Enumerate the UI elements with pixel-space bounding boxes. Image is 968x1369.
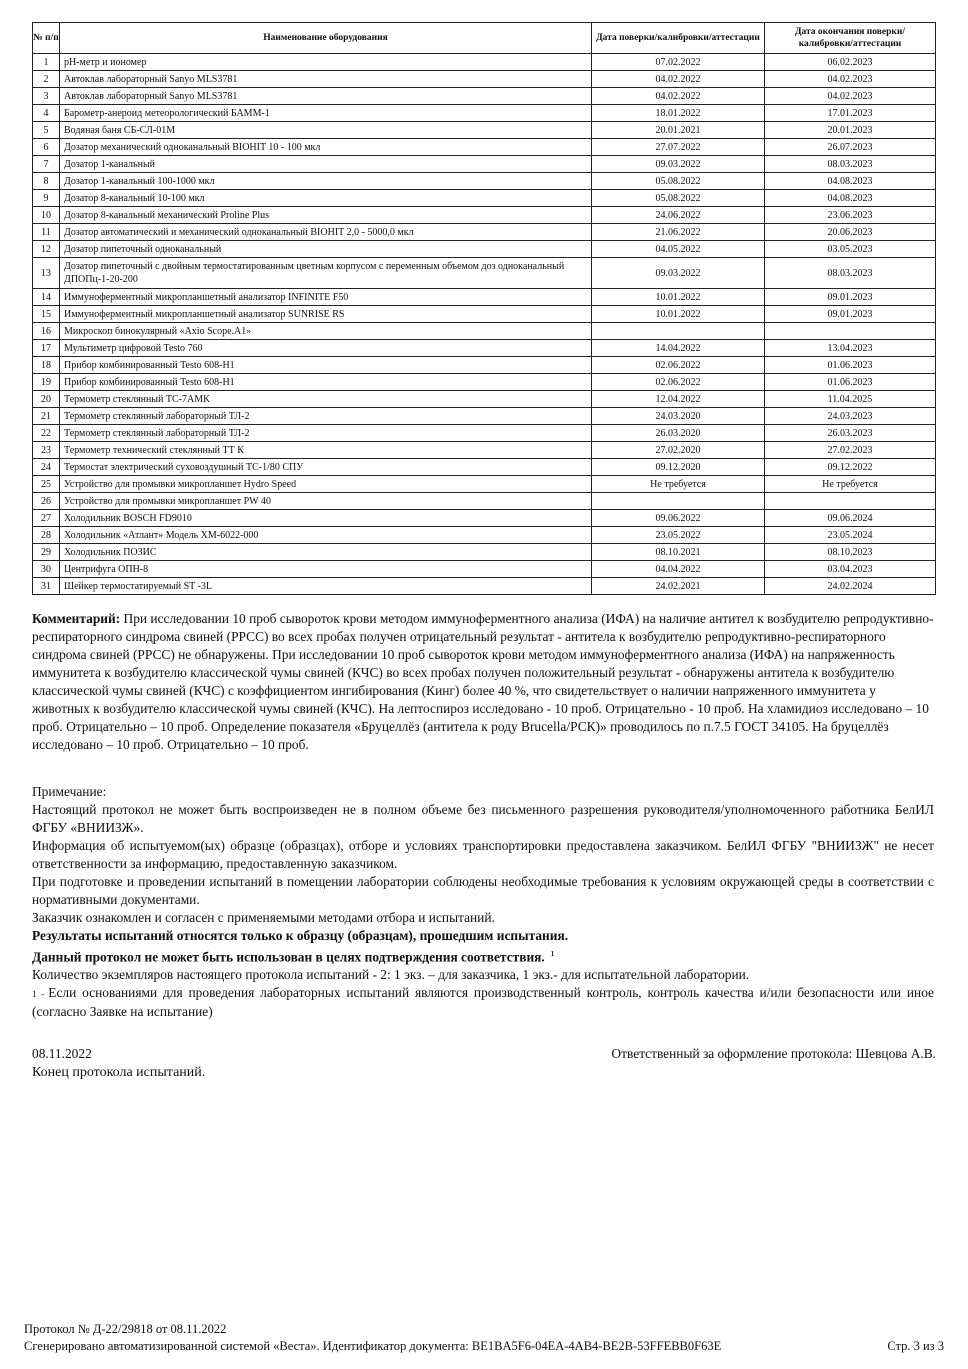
- equipment-table: [32, 22, 936, 595]
- calibration-end-date: 23.06.2023: [765, 207, 936, 224]
- table-row: [33, 323, 936, 340]
- calibration-date: 14.04.2022: [592, 340, 765, 357]
- row-number: 23: [33, 442, 60, 459]
- row-number: 29: [33, 544, 60, 561]
- equipment-name: Прибор комбинированный Testo 608-H1: [60, 374, 592, 391]
- equipment-name: Термометр стеклянный лабораторный ТЛ-2: [60, 425, 592, 442]
- row-number: 3: [33, 88, 60, 105]
- calibration-end-date: 08.03.2023: [765, 258, 936, 289]
- calibration-end-date: 27.02.2023: [765, 442, 936, 459]
- table-row: [33, 578, 936, 595]
- calibration-end-date: 03.04.2023: [765, 561, 936, 578]
- equipment-name: Барометр-анероид метеорологический БАММ-1: [60, 105, 592, 122]
- table-row: [33, 88, 936, 105]
- calibration-end-date: 13.04.2023: [765, 340, 936, 357]
- table-row: [33, 442, 936, 459]
- footer-generated-by: Сгенерировано автоматизированной системой «Веста». Идентификатор документа: BE1BA5F6-04EA-4AB4-BE2B-53FFEBB0F63E: [24, 1339, 722, 1353]
- calibration-end-date: 26.07.2023: [765, 139, 936, 156]
- note-conditions: При подготовке и проведении испытаний в помещении лаборатории соблюдены необходимые требования к условиям окружающей среды в соответствии с нормативными документами.: [32, 874, 934, 907]
- calibration-date: 24.03.2020: [592, 408, 765, 425]
- row-number: 1: [33, 54, 60, 71]
- calibration-date: 23.05.2022: [592, 527, 765, 544]
- equipment-name: Иммуноферментный микропланшетный анализатор INFINITE F50: [60, 289, 592, 306]
- table-row: [33, 258, 936, 289]
- calibration-end-date: 03.05.2023: [765, 241, 936, 258]
- row-number: 26: [33, 493, 60, 510]
- equipment-name: Дозатор 8-канальный 10-100 мкл: [60, 190, 592, 207]
- table-body: [33, 54, 936, 595]
- row-number: 12: [33, 241, 60, 258]
- footnote-text: Если основаниями для проведения лабораторных испытаний являются производственный контроль, контроль качества и/или безопасности или иное (согласно Заявке на испытание): [32, 985, 935, 1020]
- header-num: № п/п: [33, 23, 60, 54]
- calibration-date: 24.06.2022: [592, 207, 765, 224]
- equipment-name: Термометр стеклянный лабораторный ТЛ-2: [60, 408, 592, 425]
- calibration-date: 10.01.2022: [592, 289, 765, 306]
- table-row: [33, 207, 936, 224]
- table-header-row: [33, 23, 936, 54]
- equipment-name: Дозатор пипеточный одноканальный: [60, 241, 592, 258]
- equipment-name: Дозатор автоматический и механический одноканальный BIOHIT 2,0 - 5000,0 мкл: [60, 224, 592, 241]
- calibration-end-date: Не требуется: [765, 476, 936, 493]
- row-number: 18: [33, 357, 60, 374]
- equipment-name: Устройство для промывки микропланшет PW 40: [60, 493, 592, 510]
- equipment-name: Холодильник ПОЗИС: [60, 544, 592, 561]
- row-number: 27: [33, 510, 60, 527]
- calibration-end-date: 09.12.2022: [765, 459, 936, 476]
- row-number: 7: [33, 156, 60, 173]
- row-number: 24: [33, 459, 60, 476]
- comment-label: Комментарий:: [32, 611, 121, 626]
- table-row: [33, 561, 936, 578]
- equipment-name: Устройство для промывки микропланшет Hydro Speed: [60, 476, 592, 493]
- row-number: 20: [33, 391, 60, 408]
- calibration-date: 04.04.2022: [592, 561, 765, 578]
- equipment-name: Иммуноферментный микропланшетный анализатор SUNRISE RS: [60, 306, 592, 323]
- calibration-date: 26.03.2020: [592, 425, 765, 442]
- calibration-date: 02.06.2022: [592, 374, 765, 391]
- row-number: 8: [33, 173, 60, 190]
- equipment-name: Автоклав лабораторный Sanyo MLS3781: [60, 88, 592, 105]
- table-row: [33, 139, 936, 156]
- footnote-ref: 1: [550, 950, 555, 958]
- equipment-name: Термометр стеклянный ТС-7АМК: [60, 391, 592, 408]
- row-number: 6: [33, 139, 60, 156]
- calibration-date: 04.05.2022: [592, 241, 765, 258]
- row-number: 4: [33, 105, 60, 122]
- equipment-name: Дозатор механический одноканальный BIOHIT 10 - 100 мкл: [60, 139, 592, 156]
- equipment-name: Холодильник «Атлант» Модель ХМ-6022-000: [60, 527, 592, 544]
- calibration-end-date: 26.03.2023: [765, 425, 936, 442]
- row-number: 22: [33, 425, 60, 442]
- calibration-end-date: 06.02.2023: [765, 54, 936, 71]
- row-number: 10: [33, 207, 60, 224]
- calibration-end-date: 01.06.2023: [765, 357, 936, 374]
- row-number: 11: [33, 224, 60, 241]
- calibration-date: 12.04.2022: [592, 391, 765, 408]
- equipment-name: Центрифуга ОПН-8: [60, 561, 592, 578]
- calibration-end-date: 01.06.2023: [765, 374, 936, 391]
- table-row: [33, 105, 936, 122]
- note-conformity-text: Данный протокол не может быть использован в целях подтверждения соответствия.: [32, 949, 545, 965]
- note-results-scope: Результаты испытаний относятся только к образцу (образцам), прошедшим испытания.: [32, 928, 569, 943]
- equipment-name: Автоклав лабораторный Sanyo MLS3781: [60, 71, 592, 88]
- calibration-date: [592, 323, 765, 340]
- table-row: [33, 173, 936, 190]
- row-number: 28: [33, 527, 60, 544]
- calibration-end-date: 04.08.2023: [765, 173, 936, 190]
- calibration-end-date: 23.05.2024: [765, 527, 936, 544]
- equipment-name: Термометр технический стеклянный ТТ К: [60, 442, 592, 459]
- calibration-date: 21.06.2022: [592, 224, 765, 241]
- row-number: 19: [33, 374, 60, 391]
- calibration-end-date: 24.03.2023: [765, 408, 936, 425]
- calibration-date: 10.01.2022: [592, 306, 765, 323]
- table-row: [33, 425, 936, 442]
- equipment-name: Микроскоп бинокулярный «Axio Scope.A1»: [60, 323, 592, 340]
- note-conformity: [32, 945, 934, 966]
- calibration-end-date: 11.04.2025: [765, 391, 936, 408]
- equipment-name: Дозатор 1-канальный 100-1000 мкл: [60, 173, 592, 190]
- calibration-end-date: [765, 493, 936, 510]
- row-number: 21: [33, 408, 60, 425]
- row-number: 30: [33, 561, 60, 578]
- equipment-name: Термостат электрический суховоздушный ТС-1/80 СПУ: [60, 459, 592, 476]
- protocol-date: 08.11.2022: [32, 1046, 92, 1061]
- calibration-end-date: 09.01.2023: [765, 306, 936, 323]
- calibration-end-date: 08.10.2023: [765, 544, 936, 561]
- calibration-date: 27.02.2020: [592, 442, 765, 459]
- table-row: [33, 357, 936, 374]
- table-row: [33, 544, 936, 561]
- row-number: 31: [33, 578, 60, 595]
- calibration-end-date: 20.06.2023: [765, 224, 936, 241]
- calibration-date: 09.06.2022: [592, 510, 765, 527]
- row-number: 16: [33, 323, 60, 340]
- table-row: [33, 71, 936, 88]
- comment-text: При исследовании 10 проб сывороток крови методом иммуноферментного анализа (ИФА) на наличие антител к возбудителю репродуктивно-респираторного синдрома свиней (РРСС) во всех пробах получен отрицательный результат - антитела к возбудителю репродуктивно-респираторного синдрома свиней (РРСС) не обнаружены. При исследовании 10 проб сывороток крови методом иммуноферментного анализа (ИФА) на напряженность иммунитета к возбудителю классической чумы свиней (КЧС) во всех пробах получен положительный результат - обнаружены антитела к возбудителю классической чумы свиней (КЧС) с коэффициентом ингибирования (Кинг) более 40 %, что свидетельствует о наличии напряженного иммунитета у животных к возбудителю классической чумы свиней (КЧС). На лептоспироз исследовано - 10 проб. Отрицательно - 10 проб. На хламидиоз исследовано – 10 проб. Отрицательно – 10 проб. Определение показателя «Бруцеллёз (антитела к роду Brucella/РСК)» проводилось по п.7.5 ГОСТ 34105. На бруцеллёз исследовано – 10 проб. Отрицательно – 10 проб.: [32, 611, 934, 752]
- calibration-date: 09.03.2022: [592, 156, 765, 173]
- table-row: [33, 241, 936, 258]
- equipment-name: Холодильник BOSCH FD9010: [60, 510, 592, 527]
- equipment-name: рН-метр и иономер: [60, 54, 592, 71]
- table-row: [33, 459, 936, 476]
- calibration-date: 09.03.2022: [592, 258, 765, 289]
- note-reproduction: Настоящий протокол не может быть воспроизведен не в полном объеме без письменного разрешения руководителя/уполномоченного работника БелИЛ ФГБУ «ВНИИЗЖ».: [32, 802, 934, 835]
- table-row: [33, 54, 936, 71]
- calibration-date: [592, 493, 765, 510]
- row-number: 13: [33, 258, 60, 289]
- table-row: [33, 374, 936, 391]
- table-row: [33, 527, 936, 544]
- note-copies: Количество экземпляров настоящего протокола испытаний - 2: 1 экз. – для заказчика, 1 экз.- для испытательной лаборатории.: [32, 967, 750, 983]
- calibration-date: 24.02.2021: [592, 578, 765, 595]
- equipment-name: Мультиметр цифровой Testo 760: [60, 340, 592, 357]
- calibration-date: 04.02.2022: [592, 71, 765, 88]
- footer-protocol-number: Протокол № Д-22/29818 от 08.11.2022: [24, 1322, 227, 1336]
- header-date-end: Дата окончания поверки/калибровки/аттестации: [765, 23, 936, 54]
- calibration-date: 20.01.2021: [592, 122, 765, 139]
- table-row: [33, 190, 936, 207]
- calibration-end-date: [765, 323, 936, 340]
- table-row: [33, 476, 936, 493]
- table-row: [33, 289, 936, 306]
- comment-block: [32, 610, 934, 754]
- equipment-name: Дозатор 8-канальный механический Proline Plus: [60, 207, 592, 224]
- equipment-name: Водяная баня СБ-СЛ-01М: [60, 122, 592, 139]
- table-row: [33, 510, 936, 527]
- calibration-date: 09.12.2020: [592, 459, 765, 476]
- note-sample-info: Информация об испытуемом(ых) образце (образцах), отборе и условиях транспортировки предоставлена заказчиком. БелИЛ ФГБУ "ВНИИЗЖ" не несет ответственности за информацию, предоставленную заказчиком.: [32, 838, 934, 871]
- note-methods: Заказчик ознакомлен и согласен с применяемыми методами отбора и испытаний.: [32, 910, 495, 925]
- calibration-date: Не требуется: [592, 476, 765, 493]
- calibration-date: 04.02.2022: [592, 88, 765, 105]
- row-number: 9: [33, 190, 60, 207]
- calibration-date: 05.08.2022: [592, 173, 765, 190]
- calibration-end-date: 08.03.2023: [765, 156, 936, 173]
- table-row: [33, 122, 936, 139]
- header-name: Наименование оборудования: [60, 23, 592, 54]
- equipment-name: Прибор комбинированный Testo 608-H1: [60, 357, 592, 374]
- equipment-name: Дозатор пипеточный с двойным термостатированным цветным корпусом с переменным объемом доз одноканальный ДПОПц-1-20-200: [60, 258, 592, 289]
- table-row: [33, 340, 936, 357]
- table-row: [33, 306, 936, 323]
- responsible-person: Ответственный за оформление протокола: Шевцова А.В.: [611, 1046, 936, 1061]
- calibration-end-date: 24.02.2024: [765, 578, 936, 595]
- table-row: [33, 391, 936, 408]
- calibration-end-date: 09.01.2023: [765, 289, 936, 306]
- equipment-name: Шейкер термостатируемый ST -3L: [60, 578, 592, 595]
- calibration-date: 07.02.2022: [592, 54, 765, 71]
- calibration-date: 08.10.2021: [592, 544, 765, 561]
- table-row: [33, 493, 936, 510]
- equipment-name: Дозатор 1-канальный: [60, 156, 592, 173]
- row-number: 17: [33, 340, 60, 357]
- table-row: [33, 224, 936, 241]
- header-date: Дата поверки/калибровки/аттестации: [592, 23, 765, 54]
- row-number: 14: [33, 289, 60, 306]
- notes-title: Примечание:: [32, 784, 107, 799]
- calibration-end-date: 04.08.2023: [765, 190, 936, 207]
- end-of-protocol: Конец протокола испытаний.: [32, 1065, 206, 1080]
- calibration-date: 27.07.2022: [592, 139, 765, 156]
- footnote: [32, 984, 934, 1021]
- calibration-end-date: 04.02.2023: [765, 71, 936, 88]
- footnote-mark: 1 -: [32, 989, 45, 1000]
- row-number: 15: [33, 306, 60, 323]
- notes-block: [32, 783, 934, 1021]
- calibration-end-date: 09.06.2024: [765, 510, 936, 527]
- calibration-end-date: 20.01.2023: [765, 122, 936, 139]
- table-row: [33, 408, 936, 425]
- calibration-date: 18.01.2022: [592, 105, 765, 122]
- calibration-date: 05.08.2022: [592, 190, 765, 207]
- table-row: [33, 156, 936, 173]
- row-number: 2: [33, 71, 60, 88]
- row-number: 25: [33, 476, 60, 493]
- footer-page-number: Стр. 3 из 3: [887, 1339, 944, 1353]
- row-number: 5: [33, 122, 60, 139]
- calibration-date: 02.06.2022: [592, 357, 765, 374]
- calibration-end-date: 04.02.2023: [765, 88, 936, 105]
- calibration-end-date: 17.01.2023: [765, 105, 936, 122]
